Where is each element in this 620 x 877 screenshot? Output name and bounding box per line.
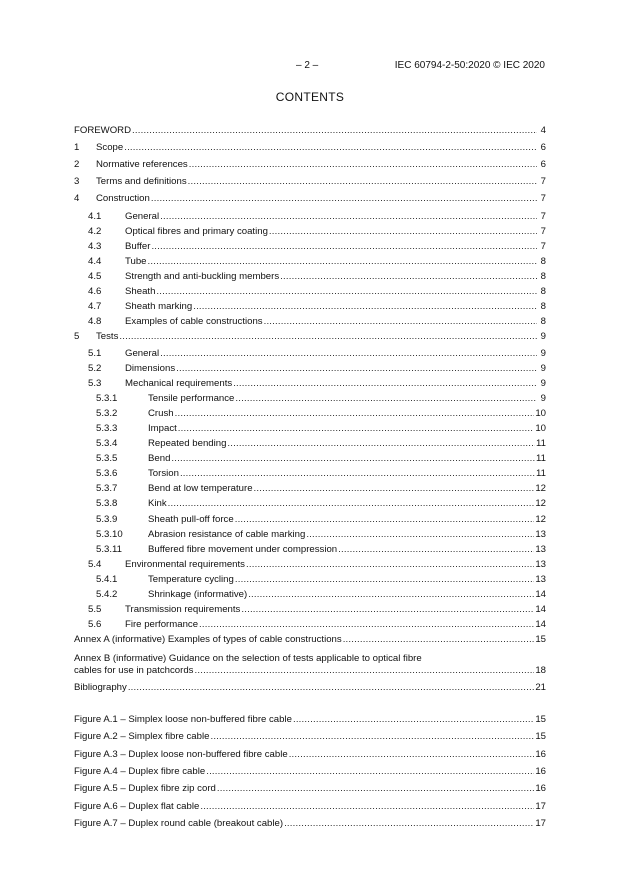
- toc-entry-title: Shrinkage (informative): [148, 589, 248, 600]
- toc-entry[interactable]: [74, 271, 546, 283]
- toc-entry-line2: [74, 665, 546, 677]
- figure-entry-title: Figure A.1 – Simplex loose non-buffered fibre cable: [74, 714, 292, 725]
- toc-entry-page: 13: [535, 559, 546, 570]
- toc-entry-title: Transmission requirements: [125, 604, 241, 615]
- toc-entry-page: 6: [540, 159, 546, 170]
- dot-leader: [227, 438, 535, 449]
- toc-entry-number: 5.3.5: [96, 453, 118, 464]
- toc-entry[interactable]: [74, 193, 546, 205]
- toc-entry-number: 4.7: [88, 301, 102, 312]
- toc-entry-number: 5.3.7: [96, 483, 118, 494]
- toc-entry-number: 1: [74, 142, 80, 153]
- toc-entry[interactable]: [74, 498, 546, 510]
- toc-entry[interactable]: [74, 176, 546, 188]
- figure-entry[interactable]: [74, 766, 546, 778]
- toc-entry-page: 14: [535, 604, 546, 615]
- toc-entry[interactable]: [74, 589, 546, 601]
- toc-entry-title: Strength and anti-buckling members: [125, 271, 280, 282]
- dot-leader: [194, 665, 534, 676]
- dot-leader: [269, 226, 537, 237]
- figure-entry-title: Figure A.4 – Duplex fibre cable: [74, 766, 206, 777]
- dot-leader: [156, 286, 537, 297]
- toc-entry-title: Repeated bending: [148, 438, 227, 449]
- toc-entry-page: 9: [540, 378, 546, 389]
- page-number: – 2 –: [296, 60, 319, 71]
- toc-entry-page: 11: [536, 468, 546, 479]
- toc-entry-number: 3: [74, 176, 80, 187]
- toc-entry-number: 4.2: [88, 226, 102, 237]
- dot-leader: [151, 241, 537, 252]
- dot-leader: [254, 483, 535, 494]
- toc-entry-page: 21: [535, 682, 546, 693]
- dot-leader: [119, 331, 537, 342]
- toc-entry-page: 12: [535, 483, 546, 494]
- toc-entry-title: Scope: [96, 142, 124, 153]
- toc-entry[interactable]: [74, 604, 546, 616]
- toc-entry[interactable]: [74, 468, 546, 480]
- toc-entry-title: General: [125, 211, 160, 222]
- toc-entry-number: 5.1: [88, 348, 102, 359]
- dot-leader: [188, 176, 537, 187]
- toc-entry-title: Environmental requirements: [125, 559, 245, 570]
- toc-entry-page: 15: [535, 634, 546, 645]
- toc-entry-number: 5.2: [88, 363, 102, 374]
- figure-entry-title: Figure A.5 – Duplex fibre zip cord: [74, 783, 216, 794]
- toc-entry-title: Normative references: [96, 159, 188, 170]
- figure-entry-page: 15: [535, 714, 546, 725]
- dot-leader: [241, 604, 534, 615]
- toc-entry-number: 5.5: [88, 604, 102, 615]
- figure-entry-page: 16: [535, 749, 546, 760]
- toc-entry-title: Terms and definitions: [96, 176, 187, 187]
- dot-leader: [199, 619, 534, 630]
- toc-entry-page: 13: [535, 529, 546, 540]
- figure-entry-page: 17: [535, 801, 546, 812]
- toc-entry-number: 2: [74, 159, 80, 170]
- dot-leader: [217, 783, 534, 794]
- toc-entry-number: 5.4.1: [96, 574, 118, 585]
- toc-entry-title: Abrasion resistance of cable marking: [148, 529, 306, 540]
- dot-leader: [189, 159, 537, 170]
- figure-entry[interactable]: [74, 818, 546, 830]
- toc-entry-page: 11: [536, 453, 546, 464]
- toc-entry-title: Annex A (informative) Examples of types of cable constructions: [74, 634, 342, 645]
- toc-entry-number: 5.6: [88, 619, 102, 630]
- toc-entry-page: 7: [540, 176, 546, 187]
- toc-entry[interactable]: [74, 529, 546, 541]
- toc-entry-title: Kink: [148, 498, 167, 509]
- toc-entry-page: 10: [535, 408, 546, 419]
- toc-entry-page: 8: [540, 316, 546, 327]
- toc-entry-page: 8: [540, 301, 546, 312]
- toc-entry-page: 7: [540, 211, 546, 222]
- toc-entry[interactable]: [74, 393, 546, 405]
- toc-entry-title: Crush: [148, 408, 174, 419]
- dot-leader: [160, 211, 537, 222]
- standard-reference: IEC 60794-2-50:2020 © IEC 2020: [394, 60, 545, 71]
- toc-entry-page: 10: [535, 423, 546, 434]
- toc-entry[interactable]: [74, 423, 546, 435]
- toc-entry-title: Sheath marking: [125, 301, 193, 312]
- dot-leader: [175, 408, 535, 419]
- toc-entry-number: 4.5: [88, 271, 102, 282]
- toc-entry-number: 5.3.3: [96, 423, 118, 434]
- toc-entry[interactable]: [74, 378, 546, 390]
- toc-entry-title: Temperature cycling: [148, 574, 234, 585]
- dot-leader: [176, 363, 537, 374]
- figure-entry-title: Figure A.3 – Duplex loose non-buffered fibre cable: [74, 749, 288, 760]
- toc-entry-page: 9: [540, 393, 546, 404]
- toc-entry-title: Impact: [148, 423, 177, 434]
- toc-entry-number: 4: [74, 193, 80, 204]
- dot-leader: [148, 256, 537, 267]
- toc-entry-title: Bibliography: [74, 682, 127, 693]
- dot-leader: [193, 301, 537, 312]
- figure-entry-title: Figure A.7 – Duplex round cable (breakout cable): [74, 818, 284, 829]
- toc-entry-title: Bend at low temperature: [148, 483, 253, 494]
- contents-title: CONTENTS: [275, 90, 345, 104]
- toc-entry-title: Dimensions: [125, 363, 176, 374]
- toc-entry-page: 8: [540, 271, 546, 282]
- toc-entry-page: 14: [535, 589, 546, 600]
- toc-entry[interactable]: [74, 316, 546, 328]
- toc-entry-title: Mechanical requirements: [125, 378, 233, 389]
- dot-leader: [233, 378, 537, 389]
- figure-entry[interactable]: [74, 783, 546, 795]
- toc-entry-number: 4.3: [88, 241, 102, 252]
- toc-entry[interactable]: [74, 301, 546, 313]
- toc-entry-number: 5.3.10: [96, 529, 123, 540]
- toc-entry-number: 5.3.4: [96, 438, 118, 449]
- toc-entry-number: 4.8: [88, 316, 102, 327]
- dot-leader: [128, 682, 535, 693]
- table-of-contents: [74, 0, 546, 877]
- dot-leader: [180, 468, 535, 479]
- figure-entry-page: 16: [535, 766, 546, 777]
- dot-leader: [124, 142, 537, 153]
- toc-entry-page: 14: [535, 619, 546, 630]
- toc-entry[interactable]: [74, 483, 546, 495]
- toc-entry[interactable]: [74, 438, 546, 450]
- toc-entry-page: 12: [535, 514, 546, 525]
- toc-entry[interactable]: [74, 544, 546, 556]
- dot-leader: [306, 529, 534, 540]
- toc-entry[interactable]: [74, 286, 546, 298]
- toc-entry-title: Buffered fibre movement under compression: [148, 544, 338, 555]
- dot-leader: [168, 498, 535, 509]
- toc-entry[interactable]: [74, 211, 546, 223]
- dot-leader: [235, 574, 534, 585]
- toc-entry-title-line1: Annex B (informative) Guidance on the selection of tests applicable to optical fibre: [74, 653, 422, 664]
- toc-entry-title: Sheath pull-off force: [148, 514, 234, 525]
- toc-entry-title: FOREWORD: [74, 125, 132, 136]
- toc-entry[interactable]: [74, 125, 546, 137]
- dot-leader: [248, 589, 534, 600]
- figure-entry-title: Figure A.2 – Simplex fibre cable: [74, 731, 210, 742]
- toc-entry-title: Tube: [125, 256, 147, 267]
- toc-entry-title: cables for use in patchcords: [74, 665, 194, 676]
- toc-entry-title: Torsion: [148, 468, 179, 479]
- toc-entry-page: 13: [535, 574, 546, 585]
- toc-entry-number: 5.3.6: [96, 468, 118, 479]
- dot-leader: [151, 193, 537, 204]
- toc-entry[interactable]: [74, 348, 546, 360]
- toc-entry[interactable]: [74, 453, 546, 465]
- toc-entry-page: 9: [540, 331, 546, 342]
- toc-entry-title: Examples of cable constructions: [125, 316, 263, 327]
- dot-leader: [132, 125, 537, 136]
- dot-leader: [280, 271, 537, 282]
- toc-entry-page: 12: [535, 498, 546, 509]
- toc-entry-title: Optical fibres and primary coating: [125, 226, 268, 237]
- dot-leader: [338, 544, 534, 555]
- figure-entry-page: 16: [535, 783, 546, 794]
- toc-entry-title: Construction: [96, 193, 150, 204]
- toc-entry-number: 5.3: [88, 378, 102, 389]
- dot-leader: [284, 818, 534, 829]
- toc-entry-page: 18: [535, 665, 546, 676]
- toc-entry[interactable]: [74, 619, 546, 631]
- toc-entry-page: 8: [540, 256, 546, 267]
- toc-entry[interactable]: [74, 331, 546, 343]
- toc-entry-number: 5.3.2: [96, 408, 118, 419]
- toc-entry-number: 4.6: [88, 286, 102, 297]
- toc-entry[interactable]: [74, 256, 546, 268]
- toc-entry-number: 4.4: [88, 256, 102, 267]
- dot-leader: [178, 423, 535, 434]
- toc-entry-number: 5.3.1: [96, 393, 118, 404]
- toc-entry-page: 9: [540, 348, 546, 359]
- toc-entry-page: 4: [540, 125, 546, 136]
- toc-entry-title: General: [125, 348, 160, 359]
- toc-entry-title: Bend: [148, 453, 171, 464]
- figure-entry-title: Figure A.6 – Duplex flat cable: [74, 801, 200, 812]
- dot-leader: [235, 393, 537, 404]
- toc-entry-title: Fire performance: [125, 619, 199, 630]
- toc-entry-page: 9: [540, 363, 546, 374]
- toc-entry[interactable]: [74, 241, 546, 253]
- toc-entry[interactable]: [74, 514, 546, 526]
- dot-leader: [264, 316, 537, 327]
- toc-entry-page: 6: [540, 142, 546, 153]
- toc-entry-page: 13: [535, 544, 546, 555]
- toc-entry-title: Tensile performance: [148, 393, 235, 404]
- toc-entry-page: 11: [536, 438, 546, 449]
- toc-entry-title: Tests: [96, 331, 119, 342]
- toc-entry-number: 5.3.11: [96, 544, 122, 555]
- dot-leader: [293, 714, 534, 725]
- toc-entry[interactable]: [74, 159, 546, 171]
- toc-entry[interactable]: [74, 408, 546, 420]
- figure-entry-page: 17: [535, 818, 546, 829]
- toc-entry-number: 4.1: [88, 211, 102, 222]
- dot-leader: [206, 766, 534, 777]
- toc-entry-page: 7: [540, 226, 546, 237]
- dot-leader: [343, 634, 535, 645]
- toc-entry-title: Buffer: [125, 241, 151, 252]
- toc-entry[interactable]: [74, 142, 546, 154]
- figure-entry[interactable]: [74, 714, 546, 726]
- toc-entry-title: Sheath: [125, 286, 156, 297]
- dot-leader: [210, 731, 534, 742]
- toc-entry-number: 5.4.2: [96, 589, 118, 600]
- figure-entry[interactable]: [74, 801, 546, 813]
- dot-leader: [289, 749, 535, 760]
- toc-entry[interactable]: [74, 634, 546, 646]
- figure-entry[interactable]: [74, 749, 546, 761]
- toc-entry[interactable]: [74, 653, 546, 677]
- toc-entry-number: 5.3.9: [96, 514, 118, 525]
- toc-entry[interactable]: [74, 363, 546, 375]
- dot-leader: [235, 514, 535, 525]
- toc-entry-number: 5.3.8: [96, 498, 118, 509]
- toc-entry[interactable]: [74, 682, 546, 694]
- dot-leader: [200, 801, 534, 812]
- toc-entry-number: 5.4: [88, 559, 102, 570]
- dot-leader: [171, 453, 535, 464]
- toc-entry-page: 8: [540, 286, 546, 297]
- toc-entry[interactable]: [74, 226, 546, 238]
- toc-entry-number: 5: [74, 331, 80, 342]
- dot-leader: [160, 348, 537, 359]
- dot-leader: [246, 559, 534, 570]
- toc-entry[interactable]: [74, 574, 546, 586]
- toc-entry[interactable]: [74, 559, 546, 571]
- figure-entry[interactable]: [74, 731, 546, 743]
- toc-entry-page: 7: [540, 241, 546, 252]
- figure-entry-page: 15: [535, 731, 546, 742]
- toc-entry-page: 7: [540, 193, 546, 204]
